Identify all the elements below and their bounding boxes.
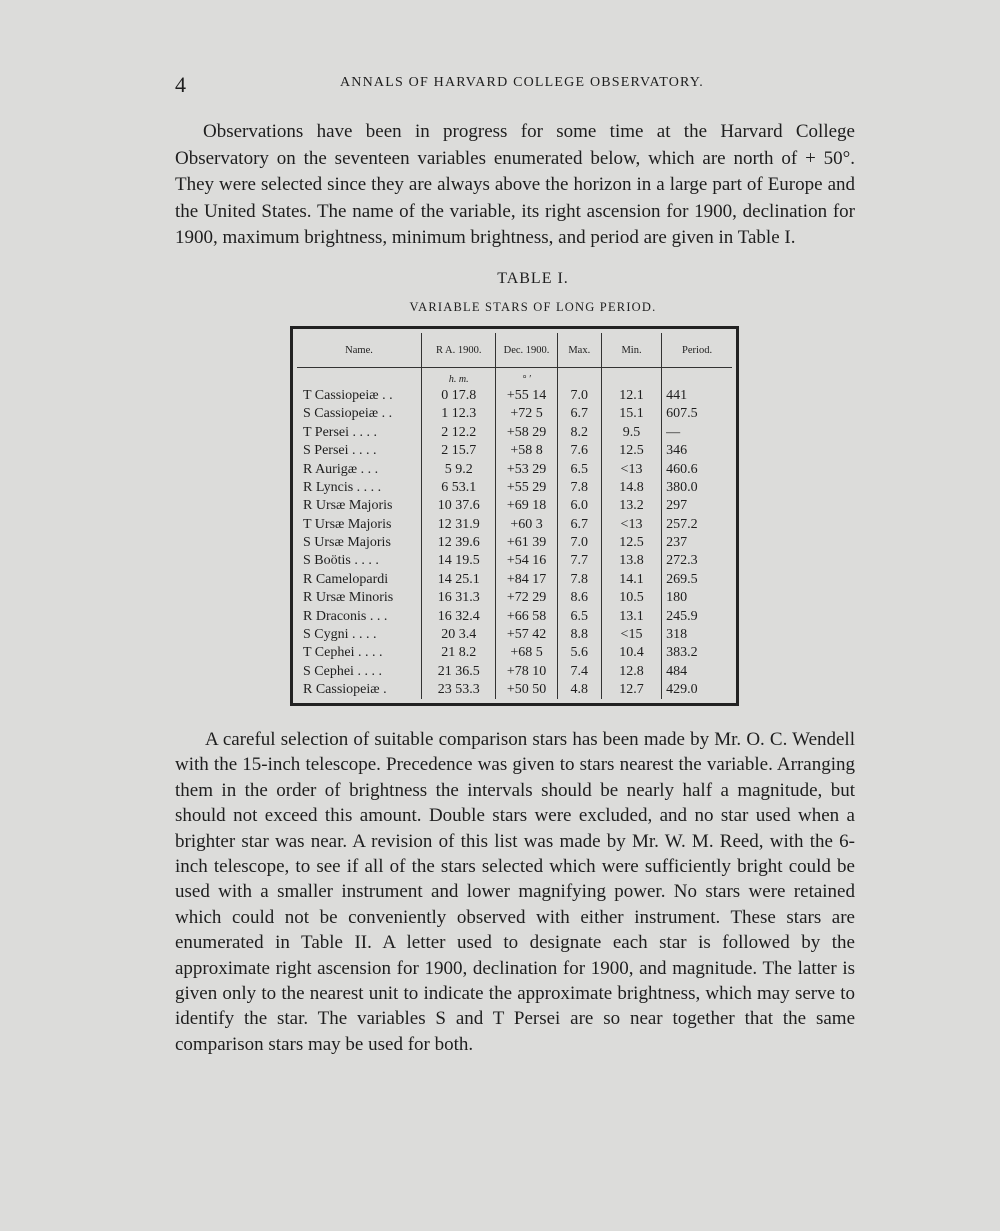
table-title: TABLE I. xyxy=(497,270,569,287)
table-row xyxy=(297,552,732,570)
page-number: 4 xyxy=(175,72,186,97)
table-cell: 6.0 xyxy=(557,497,601,515)
unit-cell xyxy=(297,368,422,387)
table-cell: 429.0 xyxy=(662,680,732,699)
table-cell: S Ursæ Majoris xyxy=(303,535,391,551)
table-cell: 7.6 xyxy=(557,442,601,460)
table-cell: 297 xyxy=(662,497,732,515)
table-row xyxy=(297,515,732,533)
table-row xyxy=(297,423,732,441)
table-cell: 5.6 xyxy=(557,644,601,662)
table-row xyxy=(297,662,732,680)
table-cell: S Cassiopeiæ . . xyxy=(303,406,393,422)
table-cell: <13 xyxy=(601,515,661,533)
table-cell: S Cephei . . . . xyxy=(303,663,382,679)
units-row xyxy=(297,368,732,387)
table-cell: 318 xyxy=(662,625,732,643)
table-cell: T Persei . . . . xyxy=(303,424,378,440)
table-cell: 14.1 xyxy=(601,570,661,588)
table-cell: 12 39.6 xyxy=(422,533,496,551)
table-cell: 6 53.1 xyxy=(422,478,496,496)
table-cell: 7.8 xyxy=(557,478,601,496)
table-cell: 607.5 xyxy=(662,405,732,423)
table-row xyxy=(297,625,732,643)
table-cell: +61 39 xyxy=(496,533,557,551)
column-header: R A. 1900. xyxy=(422,333,496,368)
table-cell: 12.5 xyxy=(601,533,661,551)
table-cell: R Ursæ Minoris xyxy=(303,590,394,606)
table-cell: 7.7 xyxy=(557,552,601,570)
unit-cell: ° ′ xyxy=(496,368,557,387)
table-row xyxy=(297,478,732,496)
table-cell: <15 xyxy=(601,625,661,643)
column-header: Name. xyxy=(297,333,422,368)
unit-cell xyxy=(557,368,601,387)
table-cell: — xyxy=(662,423,732,441)
intro-paragraph: Observations have been in progress for some time at the Harvard College Observatory on the seventeen variables enumerated below, which are north of + 50°. They were selected since they are always above the horizon in a large part of Europe and the United States. The name of the variable, its right ascension for 1900, declination for 1900, maximum brightness, minimum brightness, and period are given in Table I. xyxy=(175,121,855,249)
table-cell: 10.4 xyxy=(601,644,661,662)
table-cell: +72 5 xyxy=(496,405,557,423)
table-row xyxy=(297,533,732,551)
table-cell: 7.8 xyxy=(557,570,601,588)
table-subtitle: VARIABLE STARS OF LONG PERIOD. xyxy=(409,300,657,314)
table-cell: 0 17.8 xyxy=(422,386,496,404)
table-cell: R Lyncis . . . . xyxy=(303,479,382,495)
column-header: Period. xyxy=(662,333,732,368)
table-cell: +68 5 xyxy=(496,644,557,662)
table-cell: 272.3 xyxy=(662,552,732,570)
table-row xyxy=(297,644,732,662)
table-cell: 9.5 xyxy=(601,423,661,441)
table-cell: 180 xyxy=(662,589,732,607)
table-cell: R Ursæ Majoris xyxy=(303,498,393,514)
table-cell: 4.8 xyxy=(557,680,601,699)
table-cell: 6.7 xyxy=(557,405,601,423)
table-cell: 13.2 xyxy=(601,497,661,515)
unit-cell xyxy=(662,368,732,387)
table-cell: 16 32.4 xyxy=(422,607,496,625)
table-cell: 6.5 xyxy=(557,607,601,625)
table-cell: 346 xyxy=(662,442,732,460)
table-row xyxy=(297,607,732,625)
page-header xyxy=(175,72,855,96)
table-cell: +78 10 xyxy=(496,662,557,680)
table-cell: 441 xyxy=(662,386,732,404)
table-cell: 6.5 xyxy=(557,460,601,478)
table-cell: +58 29 xyxy=(496,423,557,441)
table-cell: +57 42 xyxy=(496,625,557,643)
table-cell: 7.0 xyxy=(557,386,601,404)
table-cell: 2 12.2 xyxy=(422,423,496,441)
table-cell: 8.6 xyxy=(557,589,601,607)
table-cell: 484 xyxy=(662,662,732,680)
table-cell: T Cephei . . . . xyxy=(303,645,383,661)
table-row xyxy=(297,442,732,460)
table-cell: R Cassiopeiæ . xyxy=(303,682,387,698)
table-cell: R Draconis . . . xyxy=(303,608,388,624)
unit-cell xyxy=(601,368,661,387)
table-cell: 2 15.7 xyxy=(422,442,496,460)
table-cell: R Camelopardi xyxy=(303,571,389,587)
table-cell: 12.7 xyxy=(601,680,661,699)
table-cell: +69 18 xyxy=(496,497,557,515)
table-cell: 16 31.3 xyxy=(422,589,496,607)
table-cell: T Ursæ Majoris xyxy=(303,516,392,532)
table-row xyxy=(297,589,732,607)
table-cell: 23 53.3 xyxy=(422,680,496,699)
table-cell: 1 12.3 xyxy=(422,405,496,423)
table-row xyxy=(297,405,732,423)
table-cell: 12.8 xyxy=(601,662,661,680)
table-cell: +55 14 xyxy=(496,386,557,404)
table-row xyxy=(297,570,732,588)
table-cell: 8.2 xyxy=(557,423,601,441)
table-cell: 14 25.1 xyxy=(422,570,496,588)
table-cell: +60 3 xyxy=(496,515,557,533)
table-cell: 21 8.2 xyxy=(422,644,496,662)
table-cell: <13 xyxy=(601,460,661,478)
table-cell: T Cassiopeiæ . . xyxy=(303,388,393,404)
table-cell: 8.8 xyxy=(557,625,601,643)
table-cell: 269.5 xyxy=(662,570,732,588)
table-cell: 237 xyxy=(662,533,732,551)
table-cell: 383.2 xyxy=(662,644,732,662)
table-cell: 10.5 xyxy=(601,589,661,607)
table-cell: 13.8 xyxy=(601,552,661,570)
table-cell: 7.4 xyxy=(557,662,601,680)
table-cell: S Boötis . . . . xyxy=(303,553,379,569)
stars-table-grid xyxy=(297,333,732,699)
table-cell: +54 16 xyxy=(496,552,557,570)
table-cell: 15.1 xyxy=(601,405,661,423)
table-cell: 20 3.4 xyxy=(422,625,496,643)
unit-cell: h. m. xyxy=(422,368,496,387)
table-cell: 7.0 xyxy=(557,533,601,551)
table-header-row xyxy=(297,333,732,368)
column-header: Dec. 1900. xyxy=(496,333,557,368)
column-header: Min. xyxy=(601,333,661,368)
table-cell: 380.0 xyxy=(662,478,732,496)
table-cell: R Aurigæ . . . xyxy=(303,461,379,477)
table-cell: 12.1 xyxy=(601,386,661,404)
table-row xyxy=(297,497,732,515)
table-cell: +53 29 xyxy=(496,460,557,478)
table-cell: 460.6 xyxy=(662,460,732,478)
table-cell: 6.7 xyxy=(557,515,601,533)
table-cell: +55 29 xyxy=(496,478,557,496)
table-cell: 14 19.5 xyxy=(422,552,496,570)
table-row xyxy=(297,460,732,478)
table-cell: S Cygni . . . . xyxy=(303,626,377,642)
table-cell: 14.8 xyxy=(601,478,661,496)
table-cell: 13.1 xyxy=(601,607,661,625)
comparison-stars-paragraph: A careful selection of suitable comparison stars has been made by Mr. O. C. Wendell with the 15-inch telescope. Precedence was given to stars nearest the variable. Arranging them in the order of brightness the intervals should be nearly half a magnitude, but should not exceed this amount. Double stars were excluded, and no star used when a brighter star was near. A revision of this list was made by Mr. W. M. Reed, with the 6-inch telescope, to see if all of the stars selected which were sufficiently bright could be used with a smaller instrument and lower magnifying power. No stars were retained which could not be conveniently observed with either instrument. These stars are enumerated in Table II. A letter used to designate each star is followed by the approximate right ascension for 1900, declination for 1900, and magnitude. The latter is given only to the nearest unit to indicate the approximate brightness, which may serve to identify the star. The variables S and T Persei are so near together that the same comparison stars may be used for both. xyxy=(175,729,855,1055)
table-cell: 12 31.9 xyxy=(422,515,496,533)
column-header: Max. xyxy=(557,333,601,368)
table-cell: +50 50 xyxy=(496,680,557,699)
table-row xyxy=(297,680,732,699)
table-cell: +58 8 xyxy=(496,442,557,460)
table-cell: 245.9 xyxy=(662,607,732,625)
table-cell: +66 58 xyxy=(496,607,557,625)
table-row xyxy=(297,386,732,404)
running-head: ANNALS OF HARVARD COLLEGE OBSERVATORY. xyxy=(340,75,704,90)
table-cell: 21 36.5 xyxy=(422,662,496,680)
table-cell: S Persei . . . . xyxy=(303,443,377,459)
table-cell: 10 37.6 xyxy=(422,497,496,515)
table-cell: 257.2 xyxy=(662,515,732,533)
table-cell: 12.5 xyxy=(601,442,661,460)
table-cell: 5 9.2 xyxy=(422,460,496,478)
variable-stars-table xyxy=(290,326,739,706)
table-cell: +84 17 xyxy=(496,570,557,588)
table-cell: +72 29 xyxy=(496,589,557,607)
